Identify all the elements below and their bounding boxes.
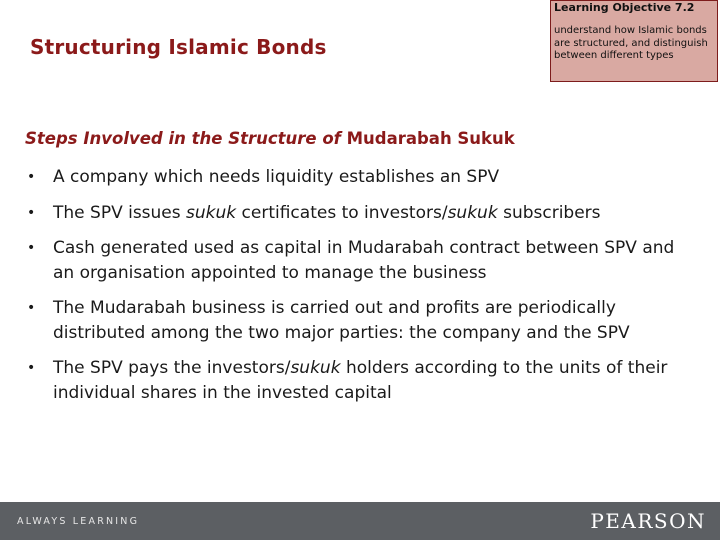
pearson-logo: PEARSON [590,509,706,533]
bullet-dot-icon: • [27,300,36,316]
bullet-item [25,356,685,405]
bullet-item [25,296,685,345]
bullet-text: A company which needs liquidity establishes an SPV [53,167,500,187]
bullet-text: The SPV issues [53,202,187,223]
footer-bar [0,502,720,540]
bullet-text: Cash generated used as capital in Mudarabah contract between SPV and an organisation appointed to manage the business [53,238,675,283]
bullet-text: The Mudarabah business is carried out and profits are periodically distributed among the two major parties: the company and the SPV [53,298,630,343]
bullet-text: sukuk [186,202,237,223]
bullet-item [25,201,685,226]
bullet-text: subscribers [497,202,601,223]
footer-tagline: ALWAYS LEARNING [17,516,140,527]
bullet-dot-icon: • [27,169,36,185]
bullet-dot-icon: • [27,204,36,221]
learning-objective-box [550,0,718,82]
learning-objective-text: understand how Islamic bonds are structured, and distinguish between different types [554,25,708,61]
bullet-dot-icon: • [27,240,36,256]
bullet-item [25,236,685,285]
bullet-text: sukuk [290,358,341,378]
slide-title: Structuring Islamic Bonds [30,35,327,59]
learning-objective-heading: Learning Objective 7.2 [554,1,695,14]
section-heading-term: Mudarabah Sukuk [346,129,515,148]
bullet-list [25,165,685,416]
bullet-dot-icon: • [27,360,36,376]
bullet-text: The SPV pays the investors/ [53,358,291,378]
bullet-text: sukuk [447,202,498,223]
section-heading-italic: Steps Involved in the Structure of [25,129,341,148]
bullet-item [25,165,685,190]
bullet-text: holders according to the units of their individual shares in the invested capital [53,358,668,403]
bullet-text: certificates to investors/ [236,202,448,223]
section-heading [25,129,515,148]
